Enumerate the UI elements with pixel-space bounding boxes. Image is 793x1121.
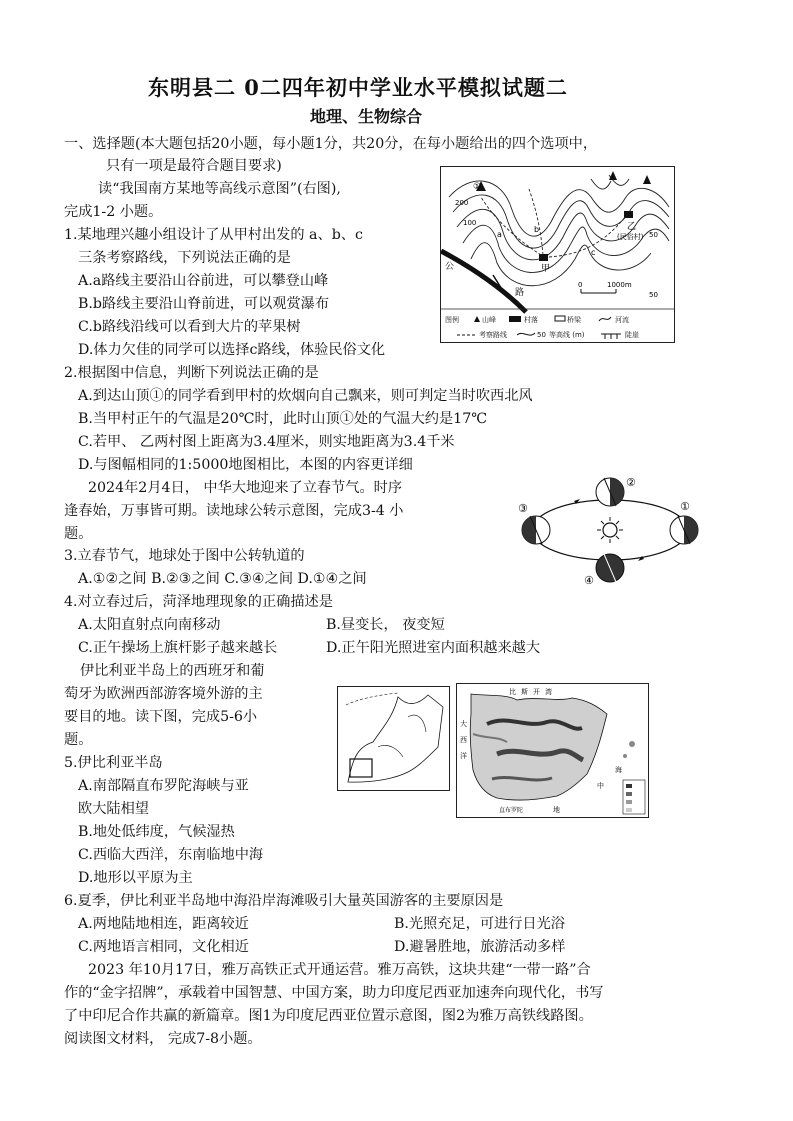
text-line: 读“我国南方某地等高线示意图”(右图), <box>98 181 341 197</box>
question-1: 1.某地理兴趣小组设计了从甲村出发的 a、b、c <box>64 227 363 243</box>
option: C.正午操场上旗杆影子越来越长 <box>78 640 278 656</box>
text-line: 阅读图文材料， 完成7-8小题。 <box>64 1031 262 1047</box>
contour-label: 100 <box>463 219 477 227</box>
legend-item: 50 <box>537 331 546 339</box>
route-c-label: c <box>591 248 596 257</box>
question-4: 4.对立春过后，菏泽地理现象的正确描述是 <box>64 594 333 610</box>
option: C.两地语言相同，文化相近 <box>78 939 249 955</box>
text-line: 题。 <box>64 732 93 748</box>
option: B.光照充足，可进行日光浴 <box>394 916 565 932</box>
europe-locator-map <box>337 686 450 791</box>
text-line: 完成1-2 小题。 <box>64 204 163 220</box>
village-yi-marker <box>624 211 633 218</box>
question-3: 3.立春节气，地球处于图中公转轨道的 <box>64 548 305 564</box>
contour-map-figure <box>440 166 675 343</box>
earth-bottom <box>596 554 624 582</box>
question-5: 5.伊比利亚半岛 <box>64 755 163 771</box>
text-line: 要目的地。读下图，完成5-6小 <box>64 709 258 725</box>
peak-marker: ① <box>473 182 482 192</box>
option: A.南部隔直布罗陀海峡与亚 <box>78 778 249 794</box>
page-title: 东明县二 0二四年初中学业水平模拟试题二 <box>148 75 568 100</box>
ocean-label: 大 <box>460 720 467 728</box>
scale-label: 1000m <box>607 281 632 289</box>
sea-label: 比 <box>509 688 516 696</box>
contour-label: 50 <box>649 231 658 239</box>
option: D.地形以平原为主 <box>78 870 193 886</box>
option: B.b路线主要沿山脊前进，可以观赏瀑布 <box>78 296 330 312</box>
legend-item: 等高线 (m) <box>549 331 585 339</box>
option: C.b路线沿线可以看到大片的苹果树 <box>78 319 301 335</box>
text-line: 逢春始，万事皆可期。读地球公转示意图，完成3-4 小 <box>64 503 404 519</box>
text-line: 伊比利亚半岛上的西班牙和葡 <box>80 663 265 679</box>
question-2: 2.根据图中信息，判断下列说法正确的是 <box>64 365 319 381</box>
village-jia-label: 甲 <box>541 264 551 274</box>
legend-item: 考察路线 <box>479 331 507 339</box>
road-label: 路 <box>515 288 525 298</box>
position-2-label: ② <box>626 476 636 489</box>
village-yi-note: (民俗村) <box>617 233 644 241</box>
scale-label: 0 <box>578 281 583 289</box>
iberia-map <box>456 683 649 818</box>
page-subtitle: 地理、生物综合 <box>310 107 423 126</box>
earth-top <box>596 478 624 506</box>
text-line: 2024年2月4日， 中华大地迎来了立春节气。时序 <box>88 480 403 496</box>
option: B.昼变长， 夜变短 <box>326 617 445 633</box>
option: A.两地陆地相连，距离较近 <box>78 916 249 932</box>
sea-label: 湾 <box>545 688 552 696</box>
position-3-label: ③ <box>518 502 528 515</box>
sea-label: 中 <box>597 782 604 790</box>
earth-left <box>522 516 550 544</box>
village-yi-label: 乙 <box>627 222 637 232</box>
option: D.与图幅相同的1:5000地图相比，本图的内容更详细 <box>78 457 413 473</box>
contour-label: 200 <box>455 199 469 207</box>
sea-label: 地 <box>553 806 560 814</box>
strait-label: 直布罗陀 <box>499 807 524 814</box>
road <box>441 251 526 312</box>
text-line: 三条考察路线，下列说法正确的是 <box>78 250 291 266</box>
sea-label: 斯 <box>521 688 528 696</box>
ocean-label: 洋 <box>460 752 467 760</box>
sun-icon <box>597 517 623 543</box>
orbit-figure <box>514 470 706 590</box>
legend-item: 山峰 <box>482 316 496 324</box>
legend-item: 河流 <box>615 316 629 324</box>
option: B.当甲村正午的气温是20℃时，此时山顶①处的气温大约是17℃ <box>78 411 488 427</box>
position-4-label: ④ <box>584 574 594 587</box>
text-line: 萄牙为欧洲西部游客境外游的主 <box>64 686 263 702</box>
option: B.地处低纬度，气候湿热 <box>78 824 235 840</box>
earth-right <box>670 516 698 544</box>
text-line: 作的“金字招牌”，承载着中国智慧、中国方案，助力印度尼西亚加速奔向现代化，书写 <box>64 985 604 1001</box>
legend-item: 陡崖 <box>625 331 639 339</box>
option: A.太阳直射点向南移动 <box>78 617 221 633</box>
option: C.西临大西洋，东南临地中海 <box>78 847 264 863</box>
legend-title: 图例 <box>445 316 459 324</box>
option: D.体力欠佳的同学可以选择c路线，体验民俗文化 <box>78 342 386 358</box>
question-6: 6.夏季，伊比利亚半岛地中海沿岸海滩吸引大量英国游客的主要原因是 <box>64 893 504 909</box>
text-line: 了中印尼合作共赢的新篇章。图1为印度尼西亚位置示意图，图2为雅万高铁线路图。 <box>64 1008 593 1024</box>
option: A.①②之间 B.②③之间 C.③④之间 D.①④之间 <box>78 571 367 587</box>
road-label: 公 <box>445 262 455 272</box>
option-continued: 欧大陆相望 <box>78 801 149 817</box>
option: A.a路线主要沿山谷前进，可以攀登山峰 <box>78 273 329 289</box>
legend-item: 村落 <box>524 316 538 324</box>
sea-label: 海 <box>615 766 622 774</box>
option: A.到达山顶①的同学看到甲村的炊烟向自己飘来，则可判定当时吹西北风 <box>78 388 533 404</box>
contour-label: 50 <box>649 291 658 299</box>
text-line: 题。 <box>64 526 93 542</box>
ocean-label: 西 <box>460 736 467 744</box>
position-1-label: ① <box>680 500 690 513</box>
option: C.若甲、 乙两村图上距离为3.4厘米，则实地距离为3.4千米 <box>78 434 455 450</box>
route-b-label: b <box>534 225 540 234</box>
section-heading: 一、选择题(本大题包括20小题，每小题1分，共20分，在每小题给出的四个选项中， <box>64 136 598 152</box>
option: D.避暑胜地，旅游活动多样 <box>394 939 566 955</box>
legend-item: 桥梁 <box>567 316 581 324</box>
route-a-label: a <box>497 230 502 239</box>
text-line: 2023 年10月17日，雅万高铁正式开通运营。雅万高铁，这块共建“一带一路”合 <box>88 962 591 978</box>
option: D.正午阳光照进室内面积越来越大 <box>326 640 541 656</box>
text-line: 只有一项是最符合题目要求) <box>106 158 282 174</box>
sea-label: 开 <box>533 688 540 696</box>
